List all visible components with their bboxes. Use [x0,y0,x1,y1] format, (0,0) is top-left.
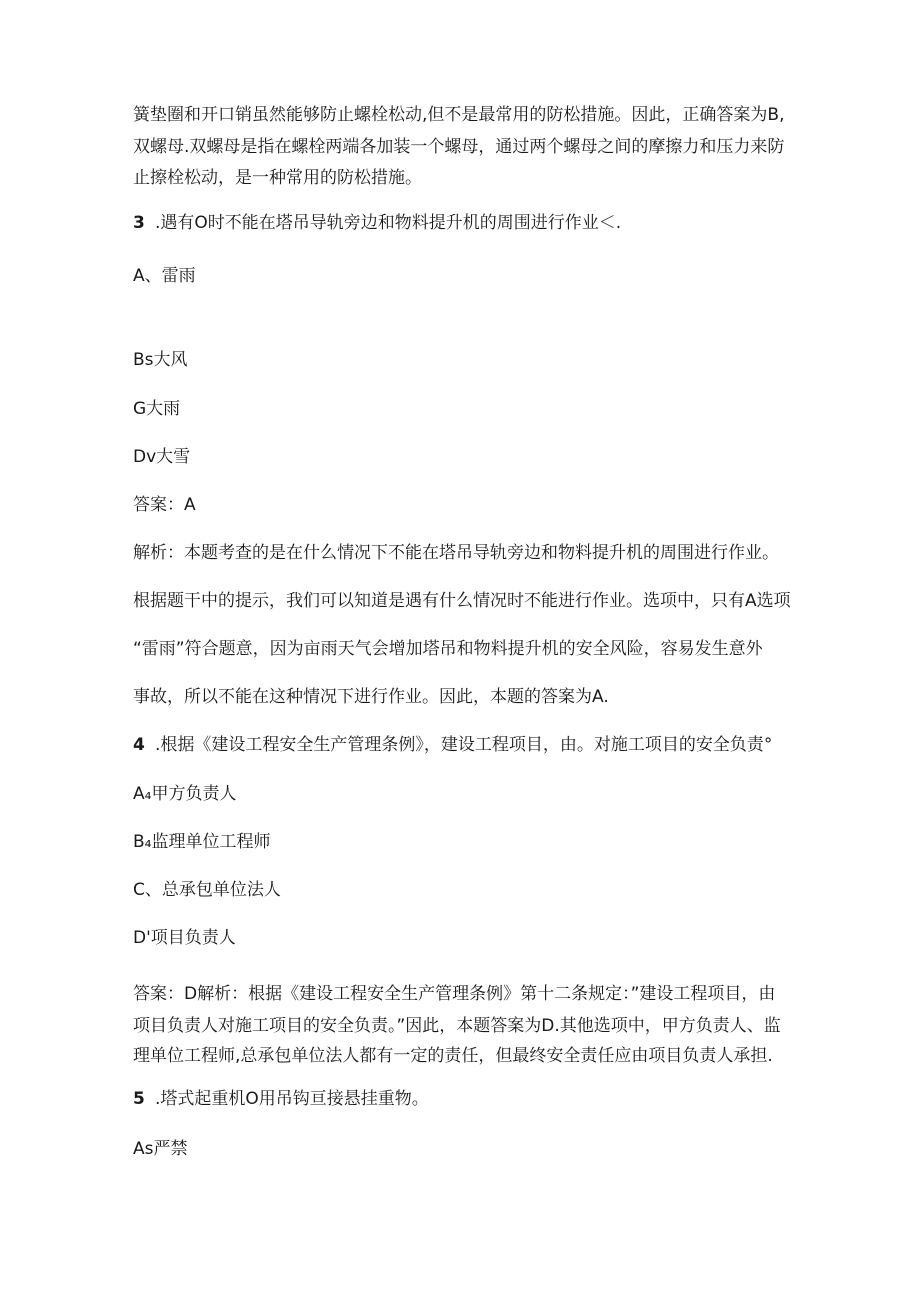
paragraph-line: 止擦栓松动，是一种常用的防松措施。 [133,168,422,188]
paragraph-line: 双螺母.双螺母是指在螺栓两端各加装一个螺母，通过两个螺母之间的摩擦力和压力来防 [133,137,785,157]
question-4 [133,734,772,756]
paragraph-line: 簧垫圈和开口销虽然能够防止螺栓松动,但不是最常用的防松措施。因此，正确答案为B, [133,105,785,125]
option-d: D'项目负责人 [133,928,236,948]
option-a: A₄甲方负责人 [133,784,237,804]
question-number: 4 [133,735,145,755]
option-b: B₄监理单位工程师 [133,832,271,852]
analysis-line: 项目负责人对施工项目的安全负责。”因此，本题答案为D.其他选项中，甲方负责人、监 [133,1016,781,1036]
question-5 [133,1088,429,1110]
option-b: Bs大风 [133,350,188,370]
option-a: As严禁 [133,1139,188,1159]
option-a: A、雷雨 [133,266,196,286]
question-number: 5 [133,1089,145,1109]
analysis-line: 理单位工程师,总承包单位法人都有一定的责任，但最终安全责任应由项目负责人承担. [133,1046,773,1066]
option-c: C、总承包单位法人 [133,880,281,900]
analysis-line: 事故，所以不能在这种情况下进行作业。因此，本题的答案为A. [133,687,609,707]
answer-line: 答案：A [133,495,196,515]
question-text: .根据《建设工程安全生产管理条例》，建设工程项目，由。对施工项目的安全负责° [155,735,773,755]
option-c: G大雨 [133,399,181,419]
analysis-line: “雷雨”符合题意，因为亩雨天气会增加塔吊和物料提升机的安全风险，容易发生意外 [133,639,763,659]
question-text: .塔式起重机O用吊钩亘接悬挂重物。 [155,1089,429,1109]
analysis-line: 根据题干中的提示，我们可以知道是遇有什么情况时不能进行作业。选项中，只有A选项 [133,591,791,611]
question-3 [133,212,621,234]
analysis-line: 解析：本题考查的是在什么情况下不能在塔吊导轨旁边和物料提升机的周围进行作业。 [133,543,779,563]
question-text: .遇有O时不能在塔吊导轨旁边和物料提升机的周围进行作业＜. [155,213,622,233]
option-d: Dv大雪 [133,447,191,467]
analysis-line: 答案：D解析：根据《建设工程安全生产管理条例》第十二条规定：”建设工程项目，由 [133,984,776,1004]
question-number: 3 [133,213,145,233]
